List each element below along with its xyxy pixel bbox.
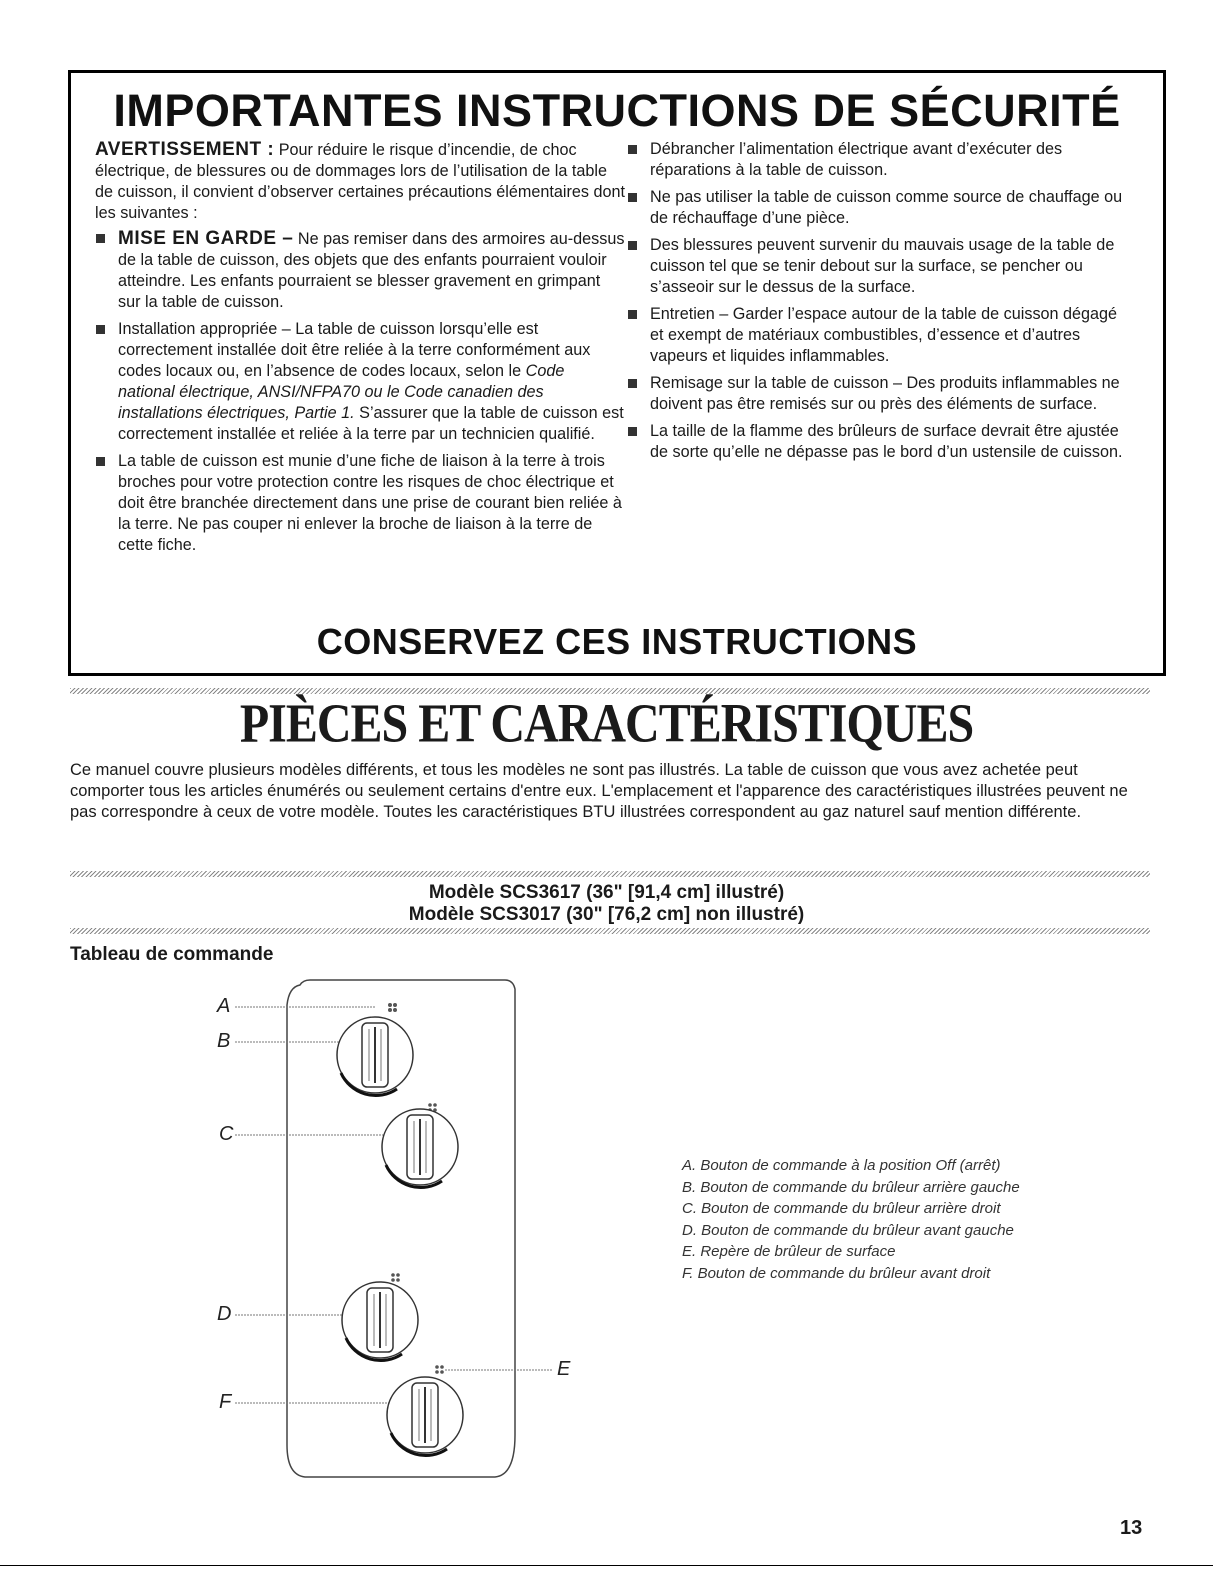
callout-a: A xyxy=(217,995,231,1017)
list-item xyxy=(95,451,625,556)
callout-d: D xyxy=(217,1303,232,1325)
diagram-legend xyxy=(682,1155,1020,1284)
control-panel-illustration xyxy=(205,975,585,1485)
list-item-text: S’assurer que la table de cuisson est correctement installée et reliée à la terre par un technicien qualifié. xyxy=(118,404,624,443)
warning-word: AVERTISSEMENT : xyxy=(95,139,275,160)
callout-e: E xyxy=(557,1358,571,1380)
control-panel-subhead: Tableau de commande xyxy=(70,944,274,965)
model-line-1: Modèle SCS3617 (36" [91,4 cm] illustré) xyxy=(428,882,785,903)
list-item-text: Débrancher l’alimentation électrique avant d’exécuter des réparations à la table de cuisson. xyxy=(650,140,1063,179)
hatched-divider xyxy=(70,871,1150,877)
safety-instructions-box xyxy=(68,70,1166,676)
callout-f: F xyxy=(219,1391,232,1413)
list-item-text: La taille de la flamme des brûleurs de surface devrait être ajustée de sorte qu’elle ne dépasse pas le bord d’un ustensile de cuisson. xyxy=(650,422,1123,461)
list-item-text: Installation appropriée – La table de cuisson lorsqu’elle est correctement installée doit être reliée à la terre conformément aux codes locaux ou, en l’absence de codes locaux, selon le xyxy=(118,320,591,380)
callout-c: C xyxy=(219,1123,234,1145)
warning-text: Pour réduire le risque d’incendie, de choc électrique, de blessures ou de dommages lors de l’utilisation de la table de cuisson, il convient d’observer certaines précautions élémentaires dont les suivantes : xyxy=(95,141,625,222)
bullet-square-icon xyxy=(96,325,105,334)
list-item xyxy=(627,187,1127,229)
legend-item: D. Bouton de commande du brûleur avant gauche xyxy=(682,1221,1014,1239)
list-item xyxy=(627,373,1127,415)
model-line-2: Modèle SCS3017 (30" [76,2 cm] non illustré) xyxy=(408,904,805,925)
bullet-square-icon xyxy=(96,234,105,243)
legend-item: C. Bouton de commande du brûleur arrière droit xyxy=(682,1200,1001,1217)
bullet-square-icon xyxy=(628,145,637,154)
legend-item: E. Repère de brûleur de surface xyxy=(682,1243,896,1260)
list-item-text: Remisage sur la table de cuisson – Des produits inflammables ne doivent pas être remisés sur ou près des éléments de surface. xyxy=(650,374,1120,413)
list-item-text: Entretien – Garder l’espace autour de la table de cuisson dégagé et exempt de matériaux combustibles, d’essence et d’autres vapeurs et liquides inflammables. xyxy=(650,305,1118,365)
list-item xyxy=(95,319,625,445)
bottom-rule xyxy=(0,1565,1213,1566)
bullet-square-icon xyxy=(628,427,637,436)
save-instructions-title: CONSERVEZ CES INSTRUCTIONS xyxy=(316,621,918,662)
bullet-square-icon xyxy=(628,241,637,250)
safety-title: IMPORTANTES INSTRUCTIONS DE SÉCURITÉ xyxy=(113,85,1121,136)
bullet-square-icon xyxy=(628,310,637,319)
hatched-divider xyxy=(70,928,1150,934)
code-reference: Code national électrique, ANSI/NFPA70 ou le Code canadien des installations électriques, Partie 1. xyxy=(118,362,565,422)
list-item-text: La table de cuisson est munie d’une fiche de liaison à la terre à trois broches pour votre protection contre les risques de choc électrique et doit être branchée directement dans une prise de courant bien reliée à la terre. Ne pas couper ni enlever la broche de liaison à la terre de cette fiche. xyxy=(118,452,622,554)
bullet-square-icon xyxy=(628,193,637,202)
page-number: 13 xyxy=(1120,1517,1143,1539)
list-item xyxy=(95,228,625,313)
list-item-text: Ne pas utiliser la table de cuisson comme source de chauffage ou de réchauffage d’une pièce. xyxy=(650,188,1123,227)
bullet-square-icon xyxy=(96,457,105,466)
legend-item: B. Bouton de commande du brûleur arrière gauche xyxy=(682,1178,1020,1196)
safety-left-column xyxy=(95,139,625,562)
parts-section-title: PIÈCES ET CARACTÉRISTIQUES xyxy=(239,693,974,754)
bullet-square-icon xyxy=(628,379,637,388)
knob-rear-right xyxy=(382,1109,458,1188)
legend-item: F. Bouton de commande du brûleur avant droit xyxy=(682,1264,991,1282)
callout-b: B xyxy=(217,1030,231,1052)
list-item xyxy=(627,304,1127,367)
control-panel-diagram xyxy=(205,975,585,1485)
knob-front-left xyxy=(342,1282,418,1361)
parts-intro: Ce manuel couvre plusieurs modèles différents, et tous les modèles ne sont pas illustrés. La table de cuisson que vous avez achetée peut comporter tous les articles énumérés ou seulement certains d'entre eux. L'emplacement et l'apparence des caractéristiques illustrées peuvent ne pas correspondre à ceux de votre modèle. Toutes les caractéristiques BTU illustrées correspondent au gaz naturel sauf mention différente. xyxy=(70,761,1128,821)
knob-rear-left xyxy=(337,1017,413,1096)
list-item xyxy=(627,421,1127,463)
list-item-text: Ne pas remiser dans des armoires au-dessus de la table de cuisson, des objets que des enfants pourraient vouloir atteindre. Les enfants pourraient se blesser gravement en grimpant sur la table de cuisson. xyxy=(118,230,625,311)
caution-word: MISE EN GARDE – xyxy=(118,228,294,249)
warning-paragraph xyxy=(95,139,625,224)
list-item-text: Des blessures peuvent survenir du mauvais usage de la table de cuisson tel que se tenir debout sur la surface, se pencher ou s’asseoir sur le dessus de la surface. xyxy=(650,236,1115,296)
knob-front-right xyxy=(387,1377,463,1456)
list-item xyxy=(627,235,1127,298)
safety-right-column xyxy=(627,139,1127,469)
legend-item: A. Bouton de commande à la position Off (arrêt) xyxy=(682,1157,1001,1174)
list-item xyxy=(627,139,1127,181)
